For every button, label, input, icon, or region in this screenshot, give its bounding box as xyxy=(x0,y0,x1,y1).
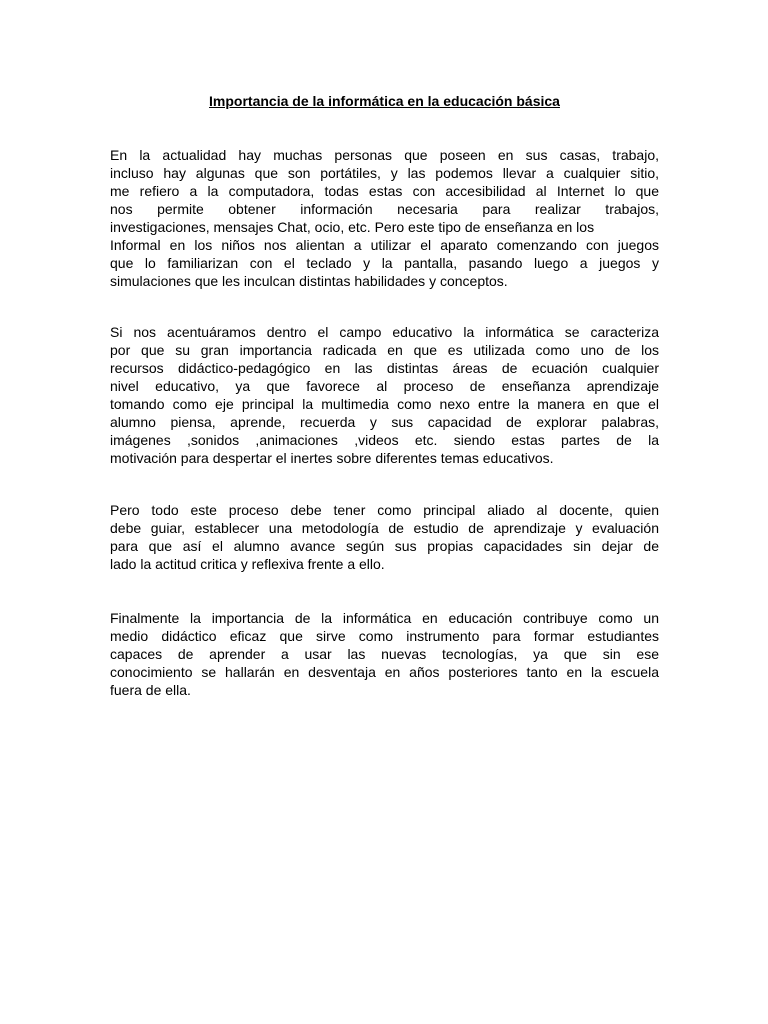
paragraph-line: fuera de ella. xyxy=(110,682,191,698)
document-title: Importancia de la informática en la educación básica xyxy=(209,93,560,109)
paragraph-line: incluso hay algunas que son portátiles, y las podemos llevar a cualquier sitio, xyxy=(110,165,659,181)
paragraph-line: medio didáctico eficaz que sirve como instrumento para formar estudiantes xyxy=(110,628,659,644)
paragraph-line: capaces de aprender a usar las nuevas tecnologías, ya que sin ese xyxy=(110,646,659,662)
paragraph-line: Pero todo este proceso debe tener como principal aliado al docente, quien xyxy=(110,502,659,518)
paragraph-line: Finalmente la importancia de la informática en educación contribuye como un xyxy=(110,610,659,626)
paragraph-line: nos permite obtener información necesaria para realizar trabajos, xyxy=(110,201,659,217)
paragraph-line: debe guiar, establecer una metodología de estudio de aprendizaje y evaluación xyxy=(110,520,659,536)
paragraph-line: para que así el alumno avance según sus propias capacidades sin dejar de xyxy=(110,538,659,554)
paragraph-line: recursos didáctico-pedagógico en las distintas áreas de ecuación cualquier xyxy=(110,360,659,376)
paragraph-line: investigaciones, mensajes Chat, ocio, etc. Pero este tipo de enseñanza en los xyxy=(110,219,595,235)
paragraph-line: conocimiento se hallarán en desventaja en años posteriores tanto en la escuela xyxy=(110,664,659,680)
paragraph-line: alumno piensa, aprende, recuerda y sus capacidad de explorar palabras, xyxy=(110,414,659,430)
paragraph-4 xyxy=(110,609,659,699)
paragraph-line: En la actualidad hay muchas personas que poseen en sus casas, trabajo, xyxy=(110,147,659,163)
paragraph-line: imágenes ,sonidos ,animaciones ,videos etc. siendo estas partes de la xyxy=(110,432,659,448)
paragraph-3 xyxy=(110,501,659,573)
paragraph-line: Informal en los niños nos alientan a utilizar el aparato comenzando con juegos xyxy=(110,237,659,253)
paragraph-line: tomando como eje principal la multimedia como nexo entre la manera en que el xyxy=(110,396,659,412)
paragraph-1 xyxy=(110,146,659,290)
paragraph-line: por que su gran importancia radicada en que es utilizada como uno de los xyxy=(110,342,659,358)
paragraph-line: nivel educativo, ya que favorece al proceso de enseñanza aprendizaje xyxy=(110,378,659,394)
paragraph-line: que lo familiarizan con el teclado y la pantalla, pasando luego a juegos y xyxy=(110,255,659,271)
paragraph-line: me refiero a la computadora, todas estas con accesibilidad al Internet lo que xyxy=(110,183,659,199)
paragraph-line: Si nos acentuáramos dentro el campo educativo la informática se caracteriza xyxy=(110,324,659,340)
paragraph-2 xyxy=(110,323,659,467)
paragraph-line: lado la actitud critica y reflexiva frente a ello. xyxy=(110,556,385,572)
paragraph-line: simulaciones que les inculcan distintas habilidades y conceptos. xyxy=(110,273,508,289)
paragraph-line: motivación para despertar el inertes sobre diferentes temas educativos. xyxy=(110,450,554,466)
